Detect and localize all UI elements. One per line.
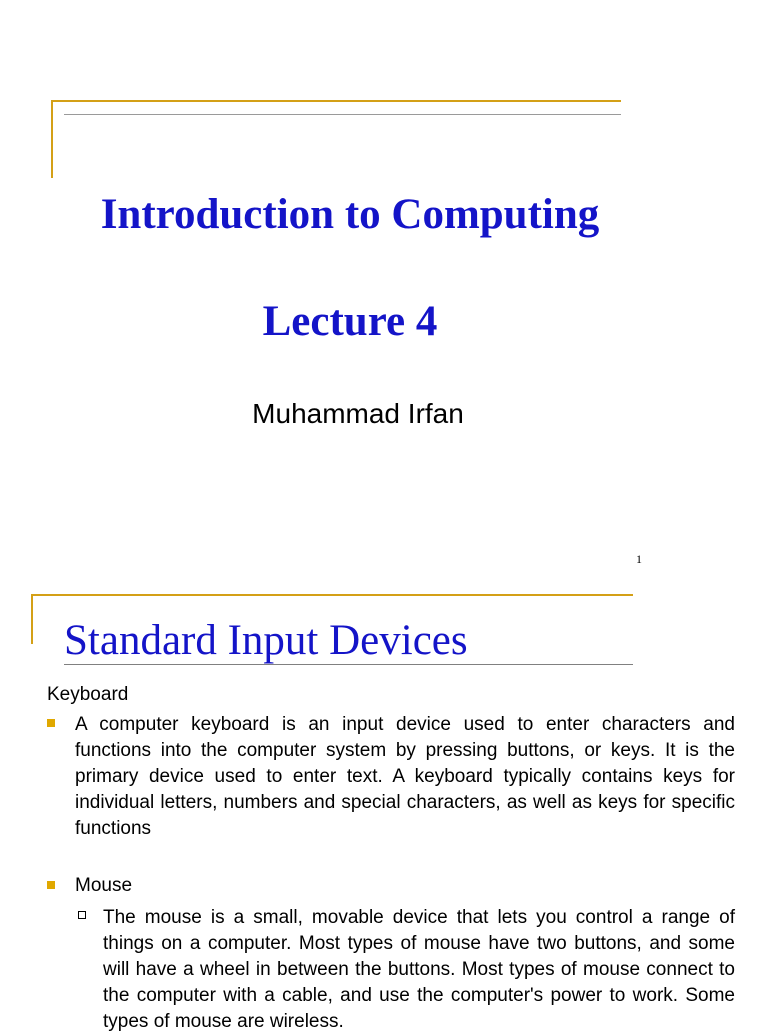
square-bullet-icon [47,719,55,727]
mouse-description: The mouse is a small, movable device that lets you control a range of things on a computer. Most types of mouse have two buttons, and some will have a wheel in between the buttons. Most types of mouse connect to the computer with a cable, and use the computer's power to work. Some types of mouse are wireless. [103,907,735,1032]
slide-title: Introduction to Computing [100,191,600,238]
slide-title: Standard Input Devices [64,617,468,664]
lecture-subtitle: Lecture 4 [262,298,438,345]
square-bullet-icon [47,881,55,889]
section-heading: Keyboard [47,684,129,705]
slide-number: 1 [636,552,642,566]
frame-line-top [51,100,621,102]
header-rule [64,114,621,115]
frame-line-left [51,100,53,178]
hollow-square-bullet-icon [78,911,86,919]
author-name: Muhammad Irfan [252,398,464,429]
title-rule [64,664,633,665]
frame-line-top [31,594,633,596]
mouse-label: Mouse [75,875,133,896]
keyboard-description: A computer keyboard is an input device used to enter characters and functions into the computer system by pressing buttons, or keys. It is the primary device used to enter text. A keyboard typically contains keys for individual letters, numbers and special characters, as well as keys for specific functions [75,714,735,839]
frame-line-left [31,594,33,644]
